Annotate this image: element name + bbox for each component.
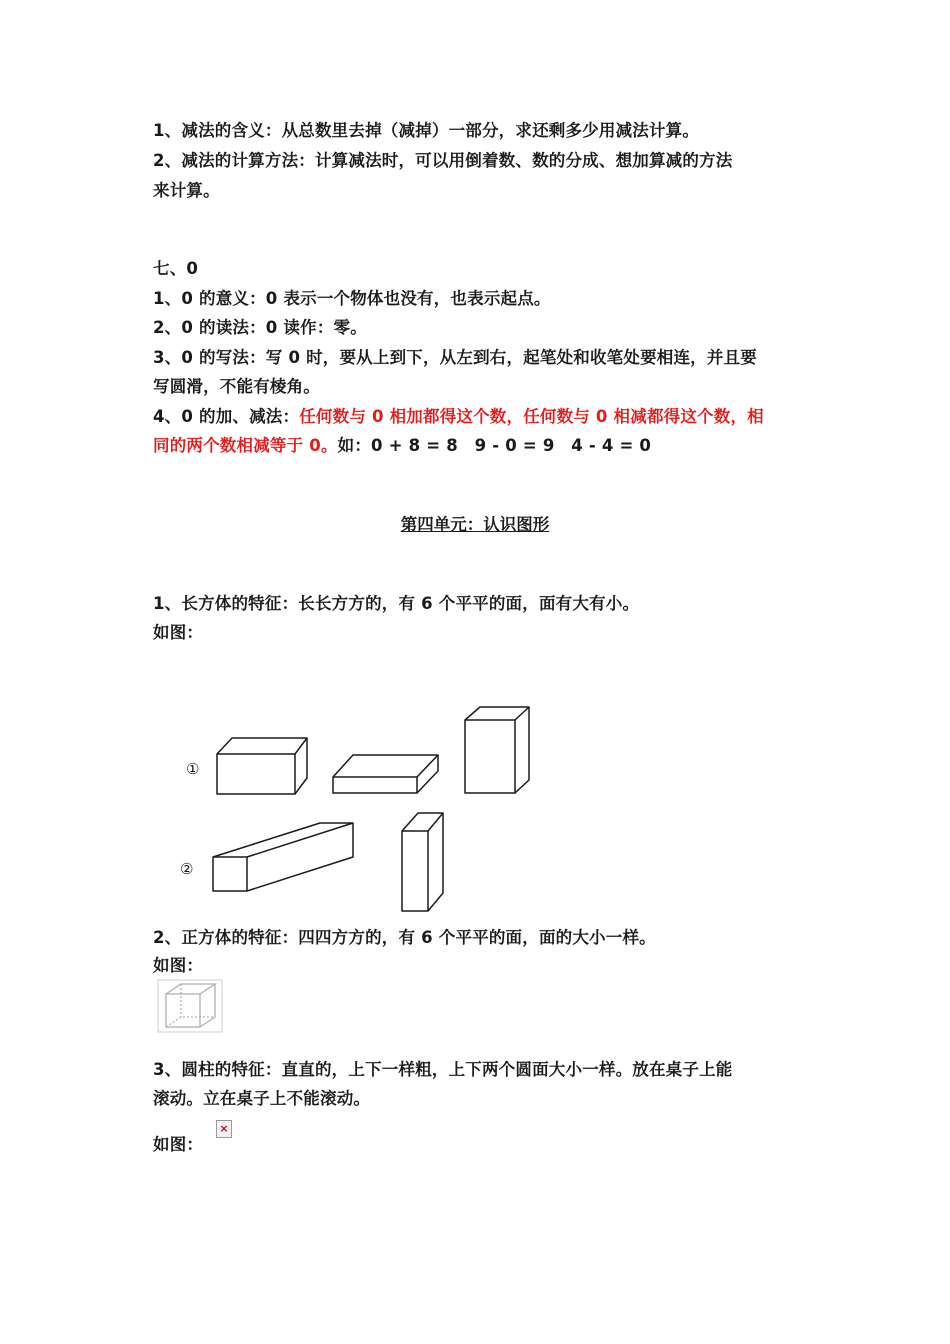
subtraction-meaning: 1、减法的含义：从总数里去掉（减掉）一部分，求还剩多少用减法计算。 (153, 121, 700, 140)
zero-meaning: 1、0 的意义：0 表示一个物体也没有，也表示起点。 (153, 289, 551, 308)
cube-figure-label: 如图： (153, 956, 204, 975)
unit4-heading: 第四单元：认识图形 (400, 515, 550, 534)
row-marker-2: ② (180, 860, 194, 878)
zero-writing-line2: 写圆滑，不能有棱角。 (153, 377, 320, 396)
subtraction-method-line2: 来计算。 (153, 181, 220, 200)
cuboid-figure-label: 如图： (153, 623, 204, 642)
cube-feature: 2、正方体的特征：四四方方的，有 6 个平平的面，面的大小一样。 (153, 928, 656, 947)
cuboid-shape-long-bar (213, 823, 353, 891)
zero-add-sub-line2 (153, 435, 651, 457)
broken-image-icon: × (216, 1120, 232, 1138)
cylinder-figure-label: 如图： (153, 1135, 204, 1154)
zero-rule-highlight: 任何数与 0 相加都得这个数，任何数与 0 相减都得这个数，相 (299, 407, 764, 426)
zero-add-sub-label: 4、0 的加、减法： (153, 407, 300, 426)
zero-reading: 2、0 的读法：0 读作：零。 (153, 318, 367, 337)
zero-add-sub-line1 (153, 406, 764, 428)
cuboid-shape-upright (465, 707, 529, 793)
cube-image-frame (158, 980, 222, 1032)
cuboid-shape-flat (333, 755, 438, 793)
cylinder-feature-line2: 滚动。立在桌子上不能滚动。 (153, 1089, 371, 1108)
zero-section-title: 七、0 (153, 259, 199, 278)
zero-rule-highlight-end: 同的两个数相减等于 0。 (153, 436, 338, 455)
cuboid-feature: 1、长方体的特征：长长方方的，有 6 个平平的面，面有大有小。 (153, 594, 640, 613)
cuboid-shape-wide (217, 738, 307, 794)
zero-examples: 如：0 + 8 = 8 9 - 0 = 9 4 - 4 = 0 (337, 436, 652, 455)
subtraction-method-line1: 2、减法的计算方法：计算减法时，可以用倒着数、数的分成、想加算减的方法 (153, 151, 733, 170)
zero-writing-line1: 3、0 的写法：写 0 时，要从上到下，从左到右，起笔处和收笔处要相连，并且要 (153, 348, 757, 367)
cylinder-feature-line1: 3、圆柱的特征：直直的，上下一样粗，上下两个圆面大小一样。放在桌子上能 (153, 1060, 733, 1079)
row-marker-1: ① (186, 760, 200, 778)
cuboid-shape-tall-thin (402, 813, 443, 911)
cube-shape (166, 984, 215, 1027)
